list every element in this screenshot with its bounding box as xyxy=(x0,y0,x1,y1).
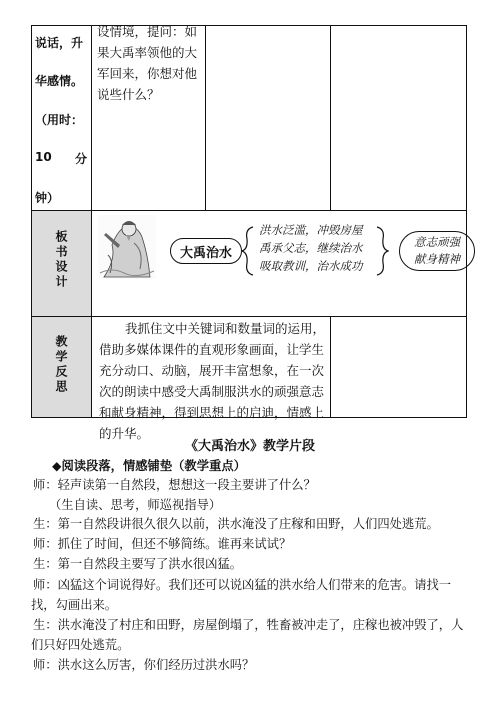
dialogue-text-1: 师：轻声读第一自然段，想想这一段主要讲了什么？ xyxy=(33,478,316,492)
dialogue-text-7: 生：洪水淹没了村庄和田野，房屋倒塌了，牲畜被冲走了，庄稼也被冲毁了，人们只好四处逃荒。 xyxy=(31,618,464,652)
table-divider-col3-lower xyxy=(330,316,331,418)
excerpt-title: 《大禹治水》教学片段 xyxy=(184,439,315,454)
dialogue-text-3: 生：第一自然段讲很久很久以前，洪水淹没了庄稼和田野，人们四处逃荒。 xyxy=(33,517,439,531)
lesson-plan-table xyxy=(31,24,467,441)
table-divider-row2 xyxy=(31,316,467,317)
dialogue-line-8 xyxy=(31,656,254,674)
dialogue-line-7 xyxy=(31,615,469,655)
activity-heading-line-4: 10 xyxy=(35,150,52,164)
summary-line-3: 吸取教训，治水成功 xyxy=(259,259,363,273)
table-border-left xyxy=(31,25,32,418)
dialogue-line-1 xyxy=(31,476,316,494)
activity-heading-line-5: 分 xyxy=(75,152,88,166)
dialogue-line-3 xyxy=(31,515,439,533)
table-divider-row1 xyxy=(31,210,467,211)
summary-line-2: 禹承父志，继续治水 xyxy=(259,241,363,255)
reflection-text: 我抓住文中关键词和数量词的运用，借助多媒体课件的直观形象画面，让学生充分动口、动脑，展开丰富想象，在一次次的朗读中感受大禹制服洪水的顽强意志和献身精神，得到思想上的启迪，情感上的升华。 xyxy=(99,321,326,441)
table-divider-col3 xyxy=(330,25,331,211)
activity-heading-line-6: 钟） xyxy=(35,191,60,205)
dialogue-text-4: 师：抓住了时间，但还不够简练。谁再来试试？ xyxy=(33,537,292,551)
cloud-line-1: 意志顽强 xyxy=(414,235,460,249)
dialogue-text-8: 师：洪水这么厉害，你们经历过洪水吗？ xyxy=(33,658,255,672)
activity-heading-line-3: （用时： xyxy=(35,113,84,127)
left-brace xyxy=(241,225,255,277)
board-title-bubble: 大禹治水 xyxy=(170,238,242,264)
board-cloud xyxy=(399,231,475,271)
right-brace xyxy=(375,225,389,277)
cloud-line-2: 献身精神 xyxy=(414,252,460,266)
scenario-text: 设情境，提问：如果大禹率领他的大军回来，你想对他说些什么？ xyxy=(97,24,198,102)
table-divider-col2 xyxy=(205,25,206,211)
dialogue-text-6: 师：凶猛这个词说得好。我们还可以说凶猛的洪水给人们带来的危害。请找一找，勾画出来。 xyxy=(31,578,452,612)
dialogue-line-2 xyxy=(31,496,221,514)
section-heading: ◆阅读段落，情感铺垫（教学重点） xyxy=(52,459,246,473)
teaching-reflection-label: 教学反思 xyxy=(54,335,68,395)
summary-line-1: 洪水泛滥，冲毁房屋 xyxy=(259,223,363,237)
dialogue-text-5: 生：第一自然段主要写了洪水很凶猛。 xyxy=(33,557,243,571)
dialogue-text-2: （生自读、思考，师巡视指导） xyxy=(49,498,222,512)
board-design-label: 板书设计 xyxy=(54,230,68,290)
dayu-illustration xyxy=(98,215,156,279)
table-border-right xyxy=(466,25,467,418)
dialogue-line-4 xyxy=(31,535,291,553)
activity-heading-line-2: 华感情。 xyxy=(35,74,84,88)
dialogue-line-5 xyxy=(31,555,242,573)
table-divider-col1 xyxy=(91,25,92,418)
board-summary xyxy=(259,221,377,275)
activity-heading-line-1: 说话，升 xyxy=(35,36,84,50)
dialogue-line-6 xyxy=(31,575,469,615)
